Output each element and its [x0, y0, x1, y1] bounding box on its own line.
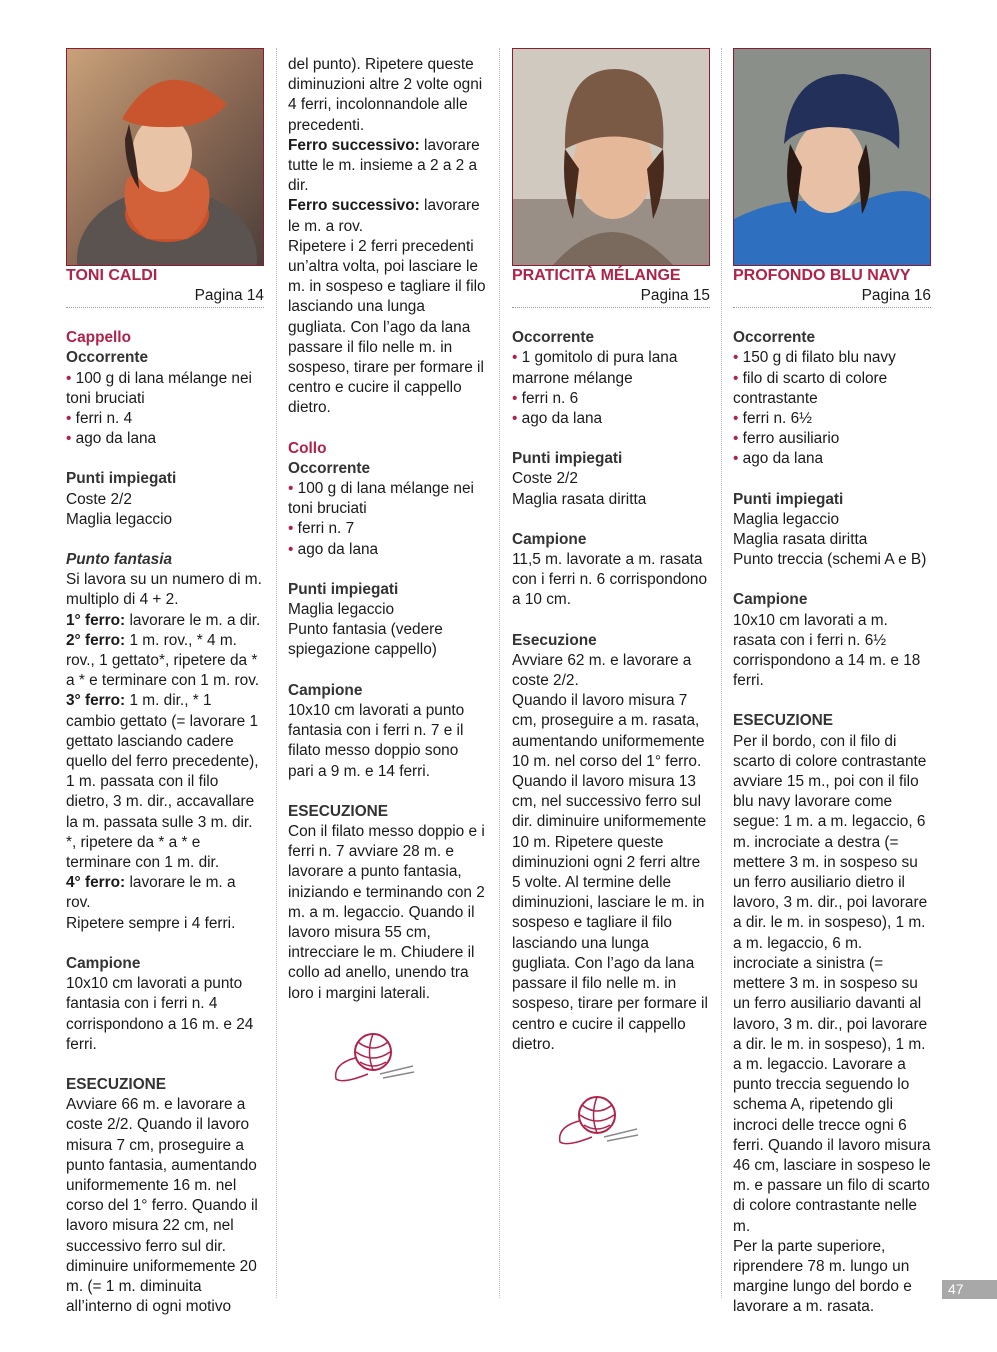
list-item: • 100 g di lana mélange nei toni bruciati — [288, 479, 487, 519]
campione-text: 10x10 cm lavorati a punto fantasia con i ferri n. 7 e il filato messo doppio sono pari a 9 m. e 14 ferri. — [288, 701, 465, 780]
list-item: Maglia rasata diritta — [733, 531, 868, 549]
row-instruction: Ferro successivo: lavorare le m. a rov. — [288, 197, 480, 235]
list-item: Coste 2/2 — [512, 470, 578, 488]
page-ref: Pagina 16 — [733, 286, 931, 308]
list-item: Maglia legaccio — [288, 601, 395, 619]
heading-punti: Punti impiegati — [733, 490, 844, 508]
heading-punti: Punti impiegati — [512, 450, 623, 468]
heading-punto-fantasia: Punto fantasia — [66, 551, 173, 569]
heading-occorrente: Occorrente — [733, 329, 816, 347]
campione-text: 11,5 m. lavorate a m. rasata con i ferri n. 6 corrispondono a 10 cm. — [512, 551, 708, 609]
column-praticita — [512, 48, 710, 1155]
yarn-ball-icon — [552, 1087, 642, 1149]
heading-esecuzione: ESECUZIONE — [66, 1075, 167, 1093]
esecuzione-text: Quando il lavoro misura 7 cm, proseguire a m. rasata, aumentando uniformemente 10 m. nel corso del 1° ferro. — [512, 692, 705, 770]
esecuzione-text: Per la parte superiore, riprendere 78 m. lungo un margine lungo del bordo e lavorare a m. rasata. — [733, 1237, 912, 1316]
esecuzione-text: Con il filato messo doppio e i ferri n. 7 avviare 28 m. e lavorare a punto fantasia, iniziando e terminando con 2 m. a m. legaccio. Quando il lavoro misura 55 cm, intrecciare le m. Chiudere il collo ad anello, unendo tra loro i margini laterali. — [288, 822, 485, 1002]
list-item: • ferri n. 4 — [66, 409, 264, 429]
page-number: 47 — [942, 1280, 997, 1299]
title: TONI CALDI — [66, 267, 158, 284]
list-item: • ferri n. 6½ — [733, 409, 931, 429]
row-instruction: 3° ferro: 1 m. dir., * 1 cambio gettato (= lavorare 1 gettato lasciando cadere quello del ferro precedente), 1 m. passata con il filo dietro, 3 m. dir., accavallare la m. passata sulle 3 m. dir. *, ripetere da * a * e terminare con 1 m. dir. — [66, 692, 259, 872]
title: PROFONDO BLU NAVY — [733, 267, 911, 284]
photo-profondo-blu — [733, 48, 931, 266]
list-item: • ago da lana — [288, 540, 487, 560]
heading-campione: Campione — [512, 530, 587, 548]
heading-esecuzione: ESECUZIONE — [288, 802, 389, 820]
esecuzione-text: Avviare 62 m. e lavorare a coste 2/2. — [512, 651, 692, 690]
heading-campione: Campione — [66, 954, 141, 972]
list-item: • 1 gomitolo di pura lana marrone mélange — [512, 348, 710, 388]
row-instruction: 1° ferro: lavorare le m. a dir. — [66, 611, 261, 629]
photo-toni-caldi — [66, 48, 264, 266]
esecuzione-text: Quando il lavoro misura 13 cm, nel successivo ferro sul dir. diminuire uniformemente 10 m. Ripetere queste diminuzioni ogni 2 ferri altre 5 volte. Al termine delle diminuzioni, lasciare le m. in sospeso e tagliare il filo lasciando una lunga gugliata. Con l’ago da lana passare il filo nelle m. in sospeso, tirare per formare il centro e cucire il cappello dietro. — [512, 773, 708, 1053]
row-instruction: Ferro successivo: lavorare tutte le m. insieme a 2 a 2 a dir. — [288, 136, 480, 195]
heading-occorrente: Occorrente — [66, 349, 149, 367]
heading-esecuzione: Esecuzione — [512, 631, 597, 649]
list-item: Maglia legaccio — [66, 510, 173, 528]
list-item: • 150 g di filato blu navy — [733, 348, 931, 368]
heading-punti: Punti impiegati — [288, 580, 399, 598]
subtitle-collo: Collo — [288, 439, 327, 457]
list-item: • ago da lana — [66, 429, 264, 449]
list-item: • filo di scarto di colore contrastante — [733, 369, 931, 409]
column-divider — [721, 48, 722, 1298]
campione-text: 10x10 cm lavorati a m. rasata con i ferri n. 6½ corrispondono a 14 m. e 18 ferri. — [733, 611, 921, 690]
fantasia-intro: Si lavora su un numero di m. multiplo di 4 + 2. — [66, 571, 262, 609]
column-divider — [499, 48, 500, 1298]
page-ref: Pagina 15 — [512, 286, 710, 308]
list-item: Coste 2/2 — [66, 490, 132, 508]
title: PRATICITÀ MÉLANGE — [512, 267, 681, 284]
photo-praticita — [512, 48, 710, 266]
column-toni-caldi — [66, 48, 264, 1317]
list-item: Maglia rasata diritta — [512, 490, 647, 508]
heading-campione: Campione — [288, 681, 363, 699]
list-item: • ferri n. 6 — [512, 389, 710, 409]
list-item: • ferri n. 7 — [288, 519, 487, 539]
list-item: Punto fantasia (vedere spiegazione cappello) — [288, 621, 443, 659]
continuation-text: del punto). Ripetere queste diminuzioni altre 2 volte ogni 4 ferri, incolonnandole alle precedenti. — [288, 56, 483, 134]
subtitle-cappello: Cappello — [66, 329, 131, 347]
column-profondo-blu — [733, 48, 931, 1318]
campione-text: 10x10 cm lavorati a punto fantasia con i ferri n. 4 corrispondono a 16 m. e 24 ferri. — [66, 975, 254, 1053]
esecuzione-text: Per il bordo, con il filo di scarto di colore contrastante avviare 15 m., poi con il filo blu navy lavorare come segue: 1 m. a m. legaccio, 6 m. incrociate a destra (= mettere 3 m. in sospeso su un ferro ausiliario dietro il lavoro, 3 m. dir., poi lavorare a dir. le m. in sospeso), 1 m. a m. legaccio, 6 m. incrociate a sinistra (= mettere 3 m. in sospeso su un ferro ausiliario davanti al lavoro, 3 m. dir., poi lavorare a dir. le m. in sospeso), 1 m. a m. legaccio. Lavorare a punto treccia seguendo lo schema A, ripetendo gli incroci delle trecce ogni 6 ferri. Quando il lavoro misura 46 cm, lasciare in sospeso le m. e passare un filo di scarto di colore contrastante nelle m. — [733, 732, 931, 1235]
yarn-ball-icon — [328, 1024, 418, 1086]
column-continuation — [288, 55, 487, 1092]
heading-esecuzione: ESECUZIONE — [733, 712, 834, 730]
list-item: • 100 g di lana mélange nei toni bruciati — [66, 369, 264, 409]
heading-occorrente: Occorrente — [512, 329, 595, 347]
heading-punti: Punti impiegati — [66, 470, 177, 488]
list-item: Maglia legaccio — [733, 510, 840, 528]
list-item: • ferro ausiliario — [733, 429, 931, 449]
row-instruction: 2° ferro: 1 m. rov., * 4 m. rov., 1 gettato*, ripetere da * a * e terminare con 1 m. rov. — [66, 631, 260, 690]
repeat-text: Ripetere i 2 ferri precedenti un’altra volta, poi lasciare le m. in sospeso e tagliare il filo lasciando una lunga gugliata. Con l’ago da lana passare il filo nelle m. in sospeso, tirare per formare il centro e cucire il cappello dietro. — [288, 237, 486, 417]
row-instruction: 4° ferro: lavorare le m. a rov. — [66, 874, 236, 912]
repeat-note: Ripetere sempre i 4 ferri. — [66, 914, 236, 932]
list-item: Punto treccia (schemi A e B) — [733, 551, 927, 569]
heading-campione: Campione — [733, 591, 808, 609]
esecuzione-text: Avviare 66 m. e lavorare a coste 2/2. Quando il lavoro misura 7 cm, proseguire a punto fantasia, aumentando uniformemente 16 m. nel corso del 1° ferro. Quando il lavoro misura 22 cm, nel successivo ferro sul dir. diminuire uniformemente 20 m. (= 1 m. diminuita all’interno di ogni motivo — [66, 1096, 258, 1316]
page-ref: Pagina 14 — [66, 286, 264, 308]
heading-occorrente: Occorrente — [288, 459, 371, 477]
list-item: • ago da lana — [512, 409, 710, 429]
column-divider — [276, 48, 277, 1298]
list-item: • ago da lana — [733, 449, 931, 469]
